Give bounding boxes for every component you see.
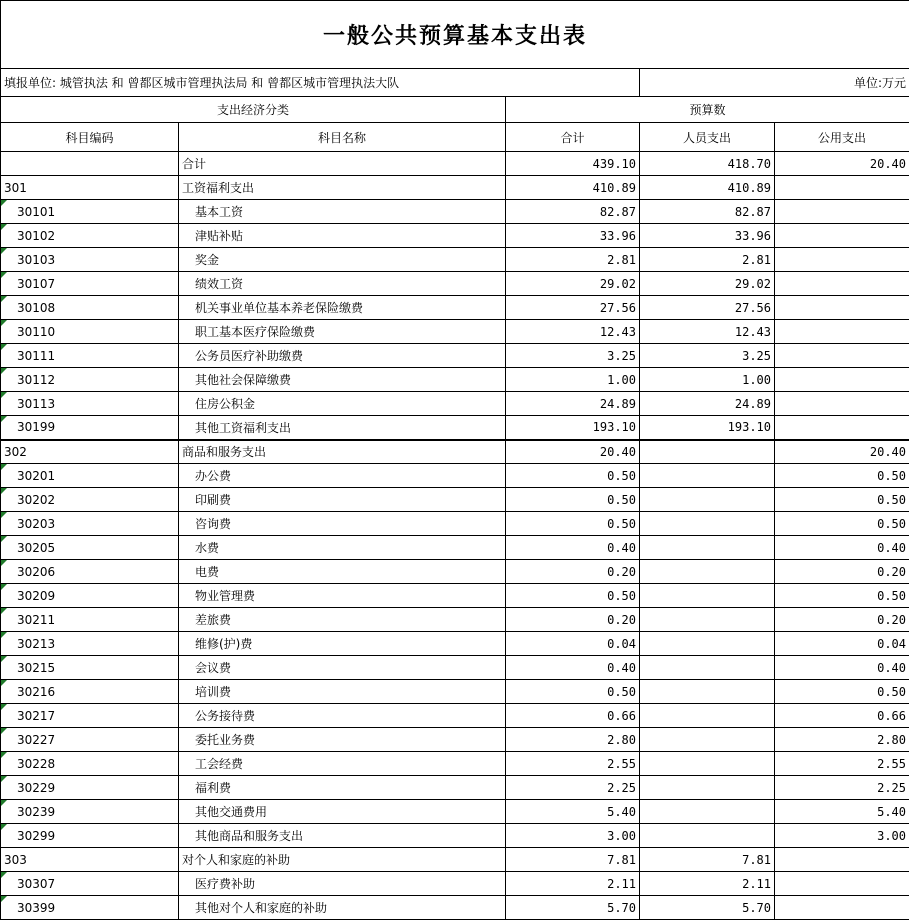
row-total: 20.40 — [506, 440, 640, 464]
row-name: 机关事业单位基本养老保险缴费 — [179, 296, 506, 320]
row-name: 职工基本医疗保险缴费 — [179, 320, 506, 344]
table-row — [1, 320, 909, 344]
row-total: 0.50 — [506, 464, 640, 488]
row-code: 301 — [1, 176, 179, 200]
header-public: 公用支出 — [775, 123, 909, 152]
row-public: 0.40 — [775, 656, 909, 680]
header-budget: 预算数 — [506, 97, 909, 123]
cell-marker-icon — [1, 872, 7, 878]
row-total: 0.50 — [506, 512, 640, 536]
cell-marker-icon — [1, 632, 7, 638]
cell-marker-icon — [1, 416, 7, 422]
row-personnel — [640, 680, 775, 704]
row-name: 工资福利支出 — [179, 176, 506, 200]
row-code: 30211 — [1, 608, 179, 632]
row-public: 2.55 — [775, 752, 909, 776]
row-public — [775, 296, 909, 320]
row-name: 差旅费 — [179, 608, 506, 632]
cell-marker-icon — [1, 224, 7, 230]
cell-marker-icon — [1, 728, 7, 734]
row-name: 会议费 — [179, 656, 506, 680]
row-public: 0.04 — [775, 632, 909, 656]
row-personnel — [640, 488, 775, 512]
header-econ-classification: 支出经济分类 — [1, 97, 506, 123]
row-total: 0.50 — [506, 488, 640, 512]
row-code: 30113 — [1, 392, 179, 416]
row-public — [775, 848, 909, 872]
cell-marker-icon — [1, 896, 7, 902]
row-total: 1.00 — [506, 368, 640, 392]
row-code: 30107 — [1, 272, 179, 296]
row-public: 2.25 — [775, 776, 909, 800]
row-code: 30201 — [1, 464, 179, 488]
row-name: 其他交通费用 — [179, 800, 506, 824]
table-row — [1, 392, 909, 416]
row-name: 委托业务费 — [179, 728, 506, 752]
row-name: 电费 — [179, 560, 506, 584]
table-row — [1, 776, 909, 800]
row-name: 维修(护)费 — [179, 632, 506, 656]
row-personnel — [640, 776, 775, 800]
row-personnel: 33.96 — [640, 224, 775, 248]
row-personnel — [640, 632, 775, 656]
row-personnel: 418.70 — [640, 152, 775, 176]
row-total: 0.40 — [506, 656, 640, 680]
row-public: 0.50 — [775, 464, 909, 488]
row-total: 12.43 — [506, 320, 640, 344]
row-code: 302 — [1, 440, 179, 464]
table-row — [1, 752, 909, 776]
row-personnel — [640, 752, 775, 776]
row-code: 303 — [1, 848, 179, 872]
table-row — [1, 800, 909, 824]
row-public: 0.20 — [775, 608, 909, 632]
row-total: 410.89 — [506, 176, 640, 200]
row-name: 其他对个人和家庭的补助 — [179, 896, 506, 920]
table-row — [1, 680, 909, 704]
row-public: 3.00 — [775, 824, 909, 848]
row-code: 30205 — [1, 536, 179, 560]
row-public: 0.50 — [775, 584, 909, 608]
row-name: 培训费 — [179, 680, 506, 704]
header-personnel: 人员支出 — [640, 123, 775, 152]
row-name: 公务员医疗补助缴费 — [179, 344, 506, 368]
row-code: 30110 — [1, 320, 179, 344]
table-row — [1, 896, 909, 920]
cell-marker-icon — [1, 560, 7, 566]
row-total: 2.81 — [506, 248, 640, 272]
row-personnel — [640, 560, 775, 584]
row-total: 7.81 — [506, 848, 640, 872]
row-code: 30199 — [1, 416, 179, 440]
row-name: 印刷费 — [179, 488, 506, 512]
table-row — [1, 176, 909, 200]
row-code: 30203 — [1, 512, 179, 536]
row-total: 0.20 — [506, 560, 640, 584]
row-code: 30112 — [1, 368, 179, 392]
row-personnel: 24.89 — [640, 392, 775, 416]
table-row — [1, 536, 909, 560]
row-name: 办公费 — [179, 464, 506, 488]
row-total: 0.66 — [506, 704, 640, 728]
row-total: 0.50 — [506, 680, 640, 704]
row-personnel: 12.43 — [640, 320, 775, 344]
row-personnel — [640, 800, 775, 824]
row-total: 3.00 — [506, 824, 640, 848]
row-code: 30217 — [1, 704, 179, 728]
row-public: 5.40 — [775, 800, 909, 824]
row-total: 2.80 — [506, 728, 640, 752]
row-personnel: 27.56 — [640, 296, 775, 320]
row-name: 咨询费 — [179, 512, 506, 536]
unit-label: 单位:万元 — [640, 69, 909, 97]
row-code: 30108 — [1, 296, 179, 320]
cell-marker-icon — [1, 824, 7, 830]
cell-marker-icon — [1, 536, 7, 542]
row-public: 0.66 — [775, 704, 909, 728]
row-code: 30209 — [1, 584, 179, 608]
row-name: 其他工资福利支出 — [179, 416, 506, 440]
table-row — [1, 464, 909, 488]
cell-marker-icon — [1, 200, 7, 206]
header-name: 科目名称 — [179, 123, 506, 152]
cell-marker-icon — [1, 656, 7, 662]
row-total: 5.40 — [506, 800, 640, 824]
row-total: 2.55 — [506, 752, 640, 776]
row-public — [775, 224, 909, 248]
row-name: 合计 — [179, 152, 506, 176]
row-total: 193.10 — [506, 416, 640, 440]
table-row — [1, 824, 909, 848]
cell-marker-icon — [1, 320, 7, 326]
row-public — [775, 200, 909, 224]
row-code: 30307 — [1, 872, 179, 896]
row-name: 绩效工资 — [179, 272, 506, 296]
row-code: 30101 — [1, 200, 179, 224]
header-total: 合计 — [506, 123, 640, 152]
row-public — [775, 176, 909, 200]
table-row — [1, 248, 909, 272]
cell-marker-icon — [1, 680, 7, 686]
row-personnel: 82.87 — [640, 200, 775, 224]
row-total: 0.50 — [506, 584, 640, 608]
row-personnel — [640, 464, 775, 488]
row-personnel — [640, 824, 775, 848]
row-personnel — [640, 608, 775, 632]
row-public — [775, 368, 909, 392]
row-total: 0.20 — [506, 608, 640, 632]
row-code: 30239 — [1, 800, 179, 824]
row-public — [775, 344, 909, 368]
row-public: 0.50 — [775, 512, 909, 536]
row-name: 水费 — [179, 536, 506, 560]
row-code: 30103 — [1, 248, 179, 272]
row-code: 30399 — [1, 896, 179, 920]
row-personnel — [640, 728, 775, 752]
row-name: 福利费 — [179, 776, 506, 800]
table-row — [1, 872, 909, 896]
row-code: 30228 — [1, 752, 179, 776]
row-personnel — [640, 656, 775, 680]
reporting-unit: 填报单位: 城管执法 和 曾都区城市管理执法局 和 曾都区城市管理执法大队 — [1, 69, 640, 97]
row-code: 30216 — [1, 680, 179, 704]
row-code — [1, 152, 179, 176]
row-name: 物业管理费 — [179, 584, 506, 608]
row-total: 82.87 — [506, 200, 640, 224]
row-code: 30229 — [1, 776, 179, 800]
row-total: 3.25 — [506, 344, 640, 368]
table-row — [1, 296, 909, 320]
row-total: 5.70 — [506, 896, 640, 920]
row-personnel — [640, 584, 775, 608]
table-row — [1, 440, 909, 464]
row-public — [775, 896, 909, 920]
row-public: 0.40 — [775, 536, 909, 560]
row-public: 2.80 — [775, 728, 909, 752]
row-personnel: 3.25 — [640, 344, 775, 368]
row-total: 0.04 — [506, 632, 640, 656]
row-code: 30202 — [1, 488, 179, 512]
row-name: 基本工资 — [179, 200, 506, 224]
cell-marker-icon — [1, 368, 7, 374]
row-personnel — [640, 440, 775, 464]
cell-marker-icon — [1, 512, 7, 518]
row-personnel: 410.89 — [640, 176, 775, 200]
cell-marker-icon — [1, 608, 7, 614]
row-personnel — [640, 704, 775, 728]
row-total: 0.40 — [506, 536, 640, 560]
row-personnel: 2.81 — [640, 248, 775, 272]
table-row — [1, 848, 909, 872]
row-personnel: 7.81 — [640, 848, 775, 872]
table-row — [1, 656, 909, 680]
row-total: 24.89 — [506, 392, 640, 416]
row-personnel: 5.70 — [640, 896, 775, 920]
table-row — [1, 344, 909, 368]
table-row — [1, 584, 909, 608]
row-total: 2.25 — [506, 776, 640, 800]
table-row — [1, 608, 909, 632]
row-total: 33.96 — [506, 224, 640, 248]
row-code: 30213 — [1, 632, 179, 656]
table-row — [1, 416, 909, 440]
table-row — [1, 368, 909, 392]
row-public — [775, 392, 909, 416]
row-public — [775, 320, 909, 344]
row-personnel: 1.00 — [640, 368, 775, 392]
cell-marker-icon — [1, 296, 7, 302]
table-row — [1, 488, 909, 512]
table-row — [1, 728, 909, 752]
row-public: 0.50 — [775, 488, 909, 512]
row-code: 30111 — [1, 344, 179, 368]
row-total: 27.56 — [506, 296, 640, 320]
row-public: 0.50 — [775, 680, 909, 704]
row-name: 工会经费 — [179, 752, 506, 776]
table-row — [1, 560, 909, 584]
row-code: 30102 — [1, 224, 179, 248]
cell-marker-icon — [1, 392, 7, 398]
header-code: 科目编码 — [1, 123, 179, 152]
row-code: 30215 — [1, 656, 179, 680]
row-public — [775, 416, 909, 440]
row-total: 2.11 — [506, 872, 640, 896]
table-row — [1, 200, 909, 224]
table-row — [1, 272, 909, 296]
row-name: 奖金 — [179, 248, 506, 272]
cell-marker-icon — [1, 464, 7, 470]
row-public: 20.40 — [775, 152, 909, 176]
cell-marker-icon — [1, 344, 7, 350]
row-name: 住房公积金 — [179, 392, 506, 416]
row-code: 30227 — [1, 728, 179, 752]
row-personnel: 193.10 — [640, 416, 775, 440]
row-total: 439.10 — [506, 152, 640, 176]
row-personnel — [640, 536, 775, 560]
row-personnel: 2.11 — [640, 872, 775, 896]
table-row — [1, 632, 909, 656]
row-public — [775, 248, 909, 272]
cell-marker-icon — [1, 248, 7, 254]
row-name: 商品和服务支出 — [179, 440, 506, 464]
cell-marker-icon — [1, 584, 7, 590]
row-public — [775, 272, 909, 296]
row-name: 对个人和家庭的补助 — [179, 848, 506, 872]
cell-marker-icon — [1, 488, 7, 494]
cell-marker-icon — [1, 704, 7, 710]
row-name: 其他商品和服务支出 — [179, 824, 506, 848]
row-name: 津贴补贴 — [179, 224, 506, 248]
table-row — [1, 512, 909, 536]
row-personnel — [640, 512, 775, 536]
row-name: 其他社会保障缴费 — [179, 368, 506, 392]
row-personnel: 29.02 — [640, 272, 775, 296]
table-row — [1, 224, 909, 248]
page-title: 一般公共预算基本支出表 — [1, 1, 909, 69]
cell-marker-icon — [1, 776, 7, 782]
row-public: 0.20 — [775, 560, 909, 584]
cell-marker-icon — [1, 272, 7, 278]
row-public: 20.40 — [775, 440, 909, 464]
row-name: 医疗费补助 — [179, 872, 506, 896]
row-name: 公务接待费 — [179, 704, 506, 728]
row-total: 29.02 — [506, 272, 640, 296]
cell-marker-icon — [1, 800, 7, 806]
table-row — [1, 152, 909, 176]
row-code: 30206 — [1, 560, 179, 584]
cell-marker-icon — [1, 752, 7, 758]
row-public — [775, 872, 909, 896]
row-code: 30299 — [1, 824, 179, 848]
table-row — [1, 704, 909, 728]
